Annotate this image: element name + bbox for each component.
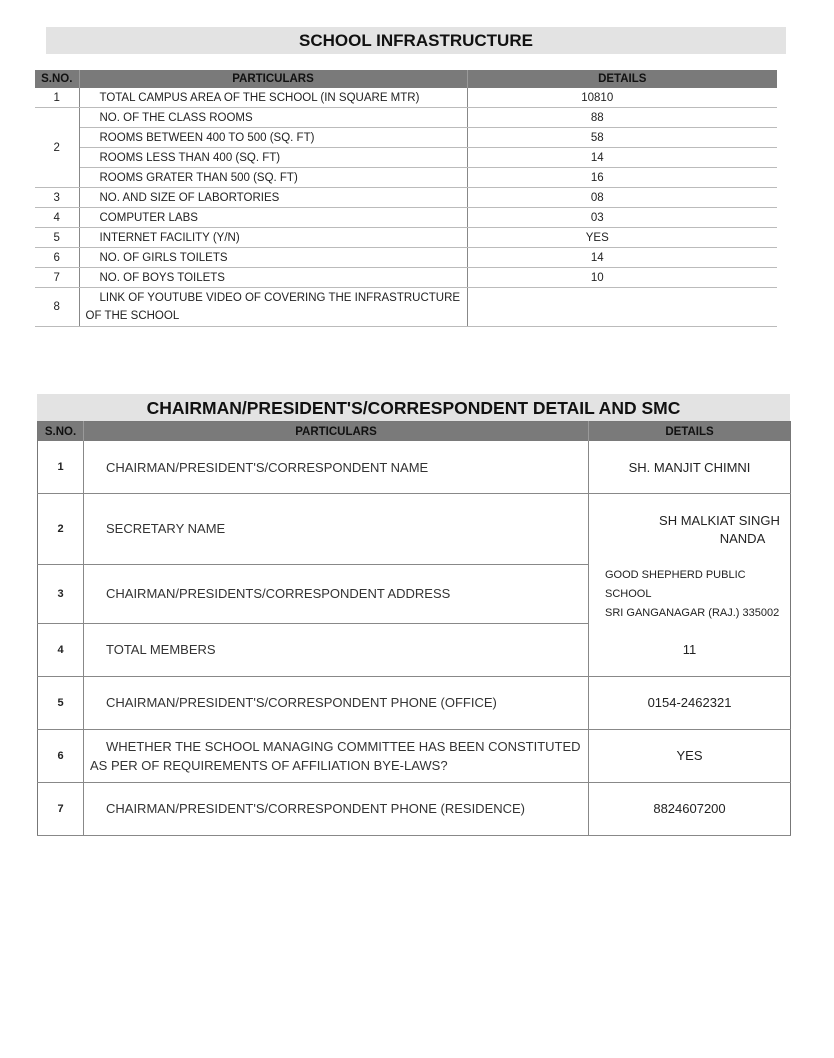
table-row — [35, 88, 777, 108]
detail-line: SRI GANGANAGAR (RAJ.) 335002 — [605, 607, 780, 619]
row-detail: SH. MANJIT CHIMNI — [589, 441, 791, 494]
row-sno: 4 — [38, 623, 84, 676]
table-row — [35, 168, 777, 188]
row-particular: SECRETARY NAME — [84, 494, 589, 565]
row-particular: CHAIRMAN/PRESIDENT'S/CORRESPONDENT NAME — [84, 441, 589, 494]
row-detail: 14 — [467, 148, 777, 168]
row-particular: ROOMS BETWEEN 400 TO 500 (SQ. FT) — [79, 128, 467, 148]
row-sno: 2 — [38, 494, 84, 565]
table-row — [35, 248, 777, 268]
detail-line: GOOD SHEPHERD PUBLIC SCHOOL — [605, 569, 746, 600]
row-detail: 10 — [467, 268, 777, 288]
row-detail: 08 — [467, 188, 777, 208]
detail-line: SH MALKIAT SINGH — [659, 513, 780, 528]
row-detail: 88 — [467, 108, 777, 128]
row-particular: NO. OF THE CLASS ROOMS — [79, 108, 467, 128]
row-detail: 03 — [467, 208, 777, 228]
table-row — [35, 148, 777, 168]
row-detail: 0154-2462321 — [589, 676, 791, 729]
row-particular: ROOMS GRATER THAN 500 (SQ. FT) — [79, 168, 467, 188]
row-particular: TOTAL CAMPUS AREA OF THE SCHOOL (IN SQUARE MTR) — [79, 88, 467, 108]
table-row — [38, 494, 791, 565]
chairman-table — [37, 421, 791, 836]
row-sno: 6 — [35, 248, 79, 268]
row-particular: COMPUTER LABS — [79, 208, 467, 228]
table-row — [38, 782, 791, 835]
row-detail — [589, 564, 791, 623]
chairman-section-title: CHAIRMAN/PRESIDENT'S/CORRESPONDENT DETAIL AND SMC — [37, 394, 790, 421]
row-detail: 8824607200 — [589, 782, 791, 835]
row-sno: 1 — [38, 441, 84, 494]
row-particular: WHETHER THE SCHOOL MANAGING COMMITTEE HAS BEEN CONSTITUTED AS PER OF REQUIREMENTS OF AFFILIATION BYE-LAWS? — [84, 729, 589, 782]
header-details: DETAILS — [467, 70, 777, 88]
row-particular: CHAIRMAN/PRESIDENTS/CORRESPONDENT ADDRESS — [84, 564, 589, 623]
row-detail: YES — [589, 729, 791, 782]
table-row — [35, 228, 777, 248]
table-row — [38, 729, 791, 782]
row-sno: 3 — [38, 564, 84, 623]
table-row — [35, 288, 777, 327]
row-sno: 5 — [35, 228, 79, 248]
row-detail: 11 — [589, 623, 791, 676]
table-header-row — [35, 70, 777, 88]
table-row — [38, 676, 791, 729]
table-row — [35, 208, 777, 228]
row-sno: 2 — [35, 108, 79, 188]
table-header-row — [38, 422, 791, 442]
row-particular: NO. OF GIRLS TOILETS — [79, 248, 467, 268]
row-detail: 16 — [467, 168, 777, 188]
row-sno: 8 — [35, 288, 79, 327]
header-sno: S.NO. — [38, 422, 84, 442]
infrastructure-table — [35, 70, 777, 327]
table-row — [35, 188, 777, 208]
row-detail: 58 — [467, 128, 777, 148]
row-particular: TOTAL MEMBERS — [84, 623, 589, 676]
row-detail — [589, 494, 791, 565]
row-particular: NO. OF BOYS TOILETS — [79, 268, 467, 288]
row-detail: 10810 — [467, 88, 777, 108]
header-particulars: PARTICULARS — [79, 70, 467, 88]
row-sno: 1 — [35, 88, 79, 108]
row-sno: 4 — [35, 208, 79, 228]
row-particular: ROOMS LESS THAN 400 (SQ. FT) — [79, 148, 467, 168]
row-particular: CHAIRMAN/PRESIDENT'S/CORRESPONDENT PHONE (OFFICE) — [84, 676, 589, 729]
table-row — [35, 128, 777, 148]
table-row — [35, 268, 777, 288]
table-row — [38, 441, 791, 494]
row-detail — [467, 288, 777, 327]
row-sno: 7 — [38, 782, 84, 835]
school-infrastructure-title: SCHOOL INFRASTRUCTURE — [46, 27, 786, 54]
row-sno: 7 — [35, 268, 79, 288]
detail-line: NANDA — [719, 531, 766, 546]
header-details: DETAILS — [589, 422, 791, 442]
row-detail: 14 — [467, 248, 777, 268]
row-detail: YES — [467, 228, 777, 248]
row-sno: 6 — [38, 729, 84, 782]
row-particular: LINK OF YOUTUBE VIDEO OF COVERING THE INFRASTRUCTURE OF THE SCHOOL — [79, 288, 467, 327]
row-sno: 5 — [38, 676, 84, 729]
header-particulars: PARTICULARS — [84, 422, 589, 442]
table-row — [38, 623, 791, 676]
row-particular: NO. AND SIZE OF LABORTORIES — [79, 188, 467, 208]
row-sno: 3 — [35, 188, 79, 208]
row-particular: INTERNET FACILITY (Y/N) — [79, 228, 467, 248]
table-row — [38, 564, 791, 623]
header-sno: S.NO. — [35, 70, 79, 88]
table-row — [35, 108, 777, 128]
row-particular: CHAIRMAN/PRESIDENT'S/CORRESPONDENT PHONE (RESIDENCE) — [84, 782, 589, 835]
